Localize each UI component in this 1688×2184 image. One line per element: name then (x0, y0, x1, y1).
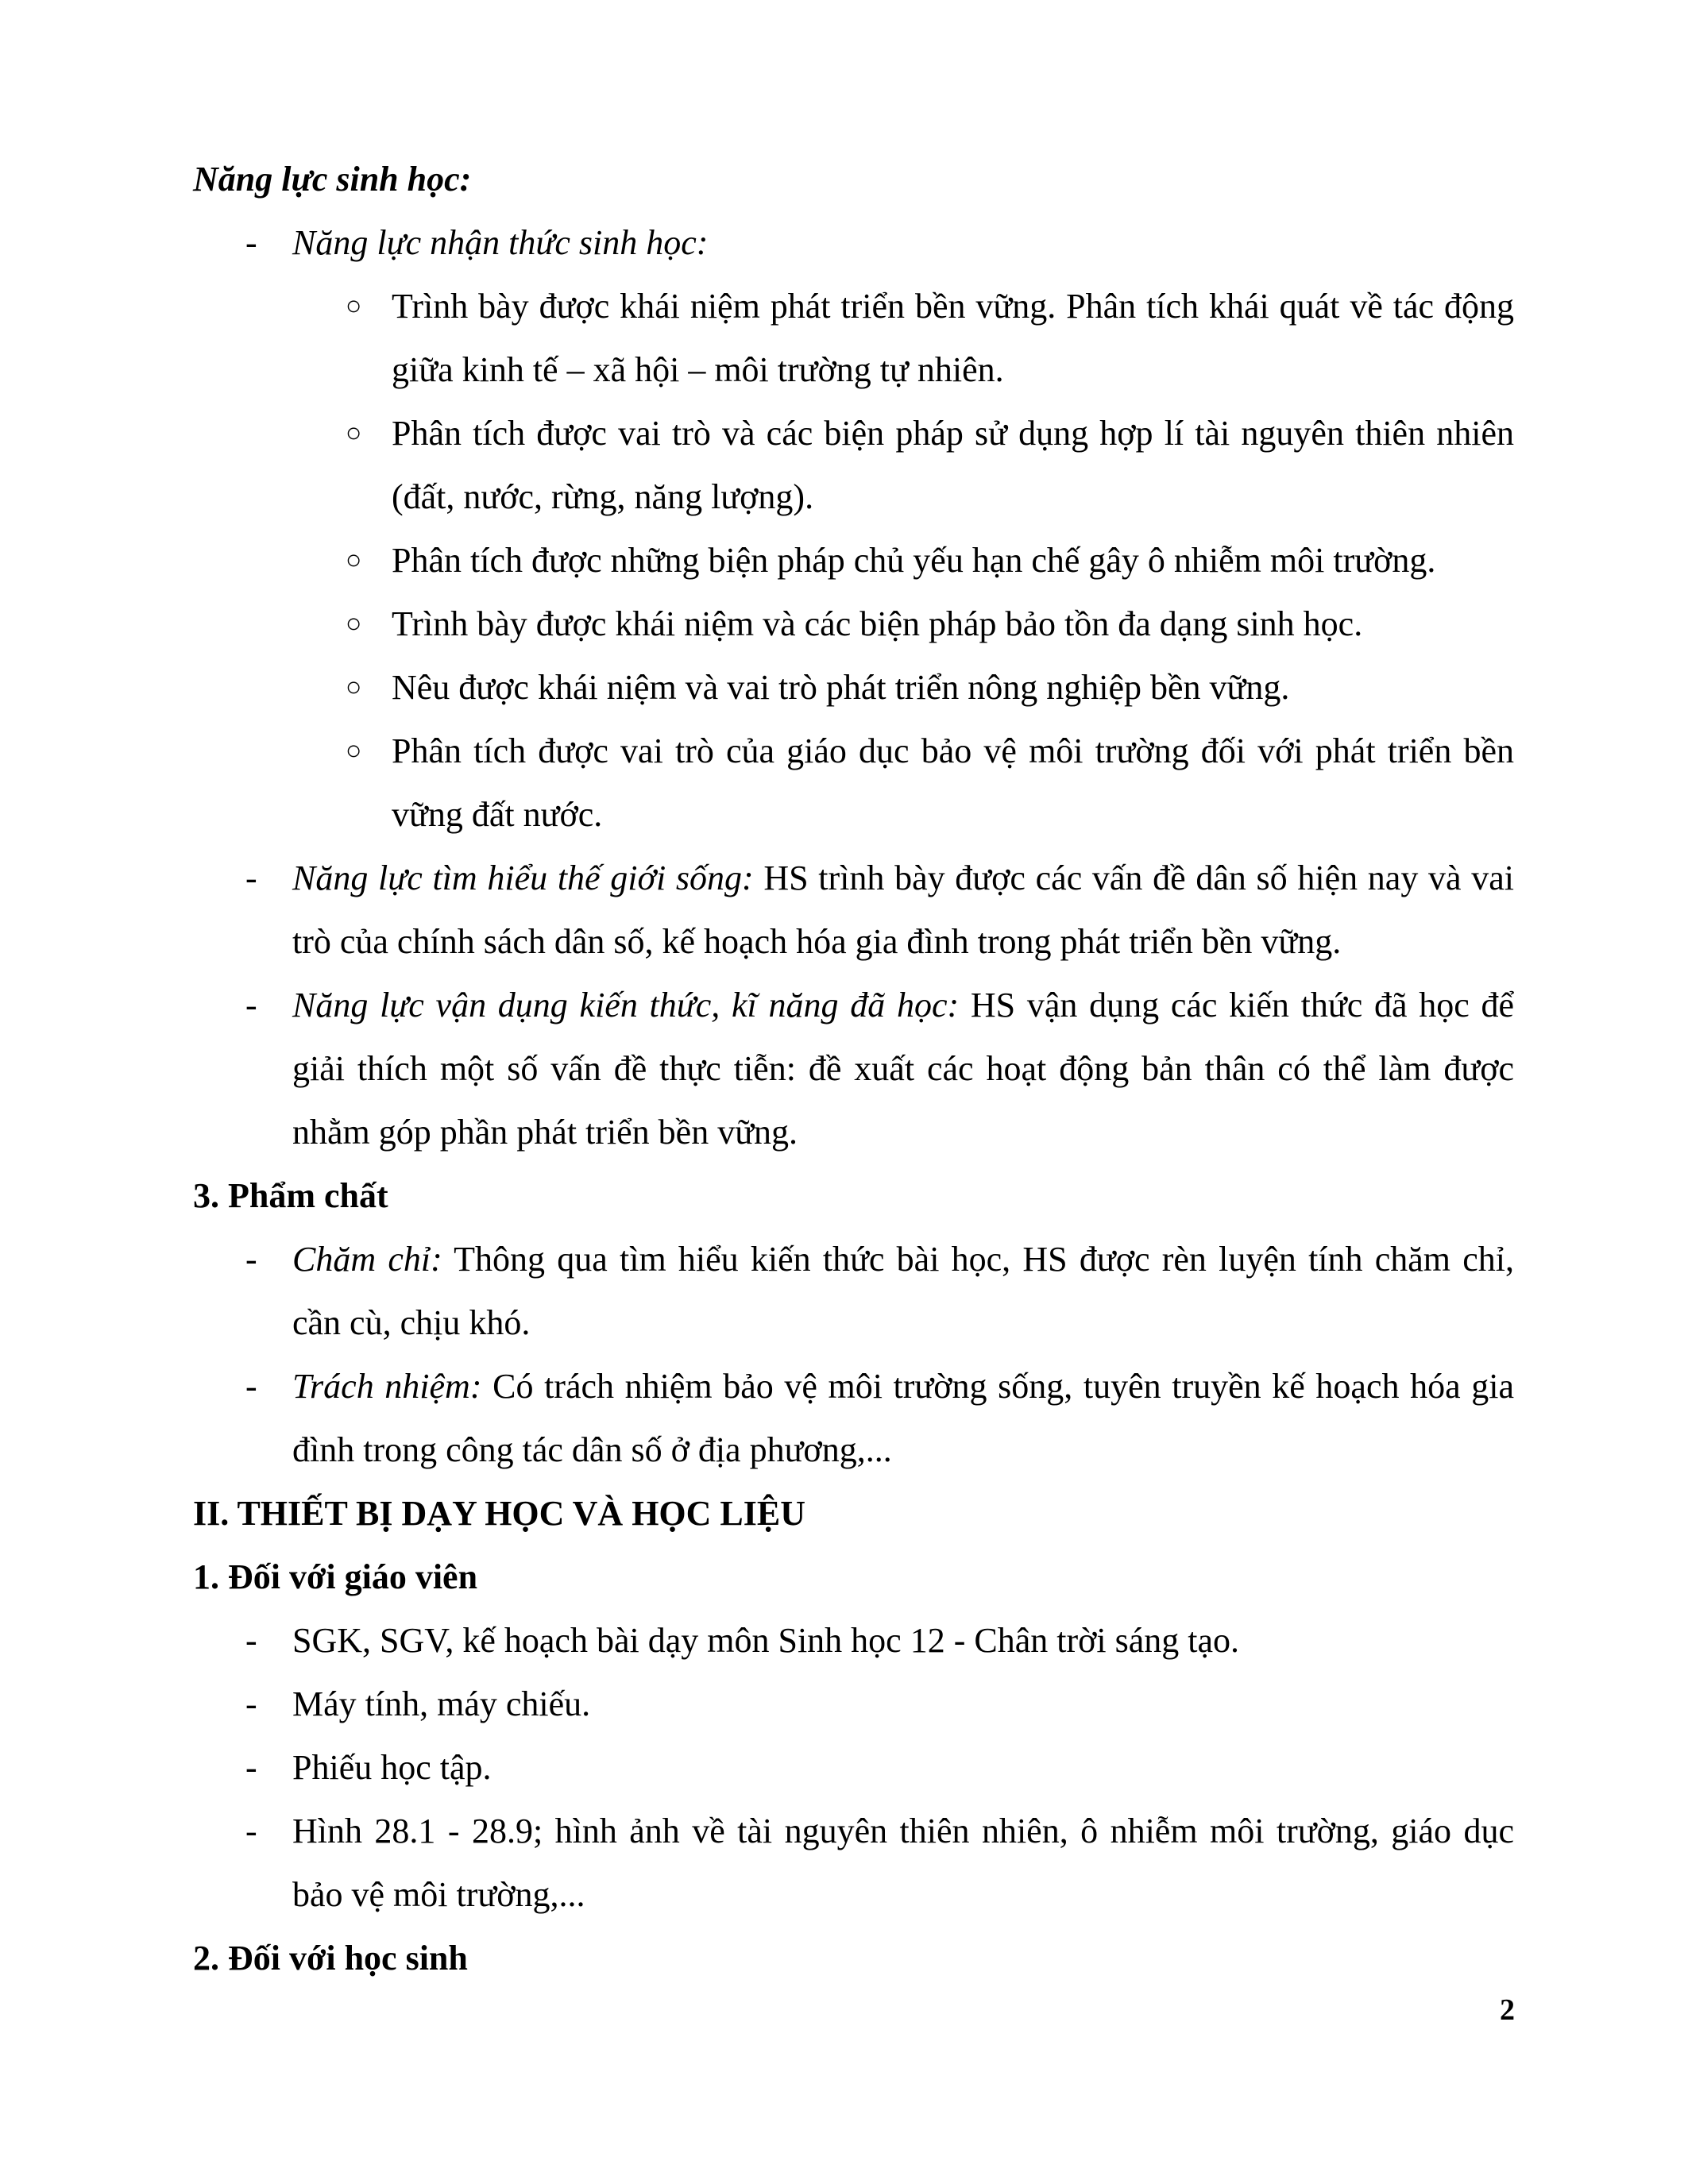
item-text: Phân tích được vai trò và các biện pháp sử dụng hợp lí tài nguyên thiên nhiên (đất, nước, rừng, năng lượng). (392, 414, 1514, 516)
item-text: Phiếu học tập. (292, 1748, 492, 1787)
list-item (193, 974, 1514, 1164)
circle-bullet-icon: ○ (346, 291, 362, 321)
dash-marker: - (245, 1367, 257, 1406)
page-number: 2 (1500, 1993, 1515, 2027)
item-text: SGK, SGV, kế hoạch bài dạy môn Sinh học 12 - Chân trời sáng tạo. (292, 1621, 1239, 1660)
list-item (193, 1736, 1514, 1800)
list-item (193, 402, 1514, 529)
student-heading: 2. Đối với học sinh (193, 1939, 468, 1978)
list-item (193, 1609, 1514, 1673)
item-text: Có trách nhiệm bảo vệ môi trường sống, tuyên truyền kế hoạch hóa gia đình trong công tác dân số ở địa phương,... (292, 1367, 1514, 1469)
dash-marker: - (245, 223, 257, 262)
dash-marker: - (245, 1748, 257, 1787)
item-text: Hình 28.1 - 28.9; hình ảnh về tài nguyên thiên nhiên, ô nhiễm môi trường, giáo dục bảo vệ môi trường,... (292, 1812, 1514, 1914)
list-item (193, 847, 1514, 974)
item-text: Trình bày được khái niệm và các biện pháp bảo tồn đa dạng sinh học. (392, 604, 1363, 643)
list-item (193, 1355, 1514, 1482)
item-text: HS trình bày được các vấn đề dân số hiện nay và vai trò của chính sách dân số, kế hoạch hóa gia đình trong phát triển bền vững. (292, 859, 1514, 961)
teacher-heading: 1. Đối với giáo viên (193, 1557, 478, 1596)
list-item (193, 1673, 1514, 1736)
list-item (193, 1228, 1514, 1355)
list-item (193, 529, 1514, 592)
circle-bullet-icon: ○ (346, 546, 362, 575)
item-text: Nêu được khái niệm và vai trò phát triển nông nghiệp bền vững. (392, 668, 1290, 707)
list-item (193, 656, 1514, 720)
list-item (193, 1800, 1514, 1927)
qualities-heading: 3. Phẩm chất (193, 1176, 388, 1215)
dash-marker: - (245, 1240, 257, 1279)
section-heading: II. THIẾT BỊ DẠY HỌC VÀ HỌC LIỆU (193, 1494, 806, 1533)
dash-marker: - (245, 986, 257, 1024)
dash-marker: - (245, 1684, 257, 1723)
list-item (193, 720, 1514, 847)
dash-marker: - (245, 1812, 257, 1850)
list-item (193, 211, 1514, 275)
item-text: Phân tích được những biện pháp chủ yếu hạn chế gây ô nhiễm môi trường. (392, 541, 1436, 580)
item-label: Năng lực tìm hiểu thế giới sống: (292, 859, 754, 897)
item-label: Năng lực vận dụng kiến thức, kĩ năng đã học: (292, 986, 960, 1024)
competence-heading: Năng lực sinh học: (193, 160, 472, 199)
circle-bullet-icon: ○ (346, 419, 362, 448)
item-text: Phân tích được vai trò của giáo dục bảo vệ môi trường đối với phát triển bền vững đất nước. (392, 731, 1514, 834)
circle-bullet-icon: ○ (346, 736, 362, 766)
item-label: Chăm chỉ: (292, 1240, 442, 1279)
dash-marker: - (245, 859, 257, 897)
circle-bullet-icon: ○ (346, 609, 362, 639)
item-text: Máy tính, máy chiếu. (292, 1684, 591, 1723)
item-label: Trách nhiệm: (292, 1367, 482, 1406)
list-item (193, 275, 1514, 402)
circle-bullet-icon: ○ (346, 673, 362, 702)
dash-marker: - (245, 1621, 257, 1660)
list-item (193, 592, 1514, 656)
document-page (193, 148, 1514, 1990)
item-label: Năng lực nhận thức sinh học: (292, 223, 709, 262)
item-text: Thông qua tìm hiểu kiến thức bài học, HS được rèn luyện tính chăm chỉ, cần cù, chịu khó. (292, 1240, 1514, 1342)
item-text: Trình bày được khái niệm phát triển bền vững. Phân tích khái quát về tác động giữa kinh tế – xã hội – môi trường tự nhiên. (392, 287, 1514, 389)
item-text: HS vận dụng các kiến thức đã học để giải thích một số vấn đề thực tiễn: đề xuất các hoạt động bản thân có thể làm được nhằm góp phần phát triển bền vững. (292, 986, 1514, 1152)
